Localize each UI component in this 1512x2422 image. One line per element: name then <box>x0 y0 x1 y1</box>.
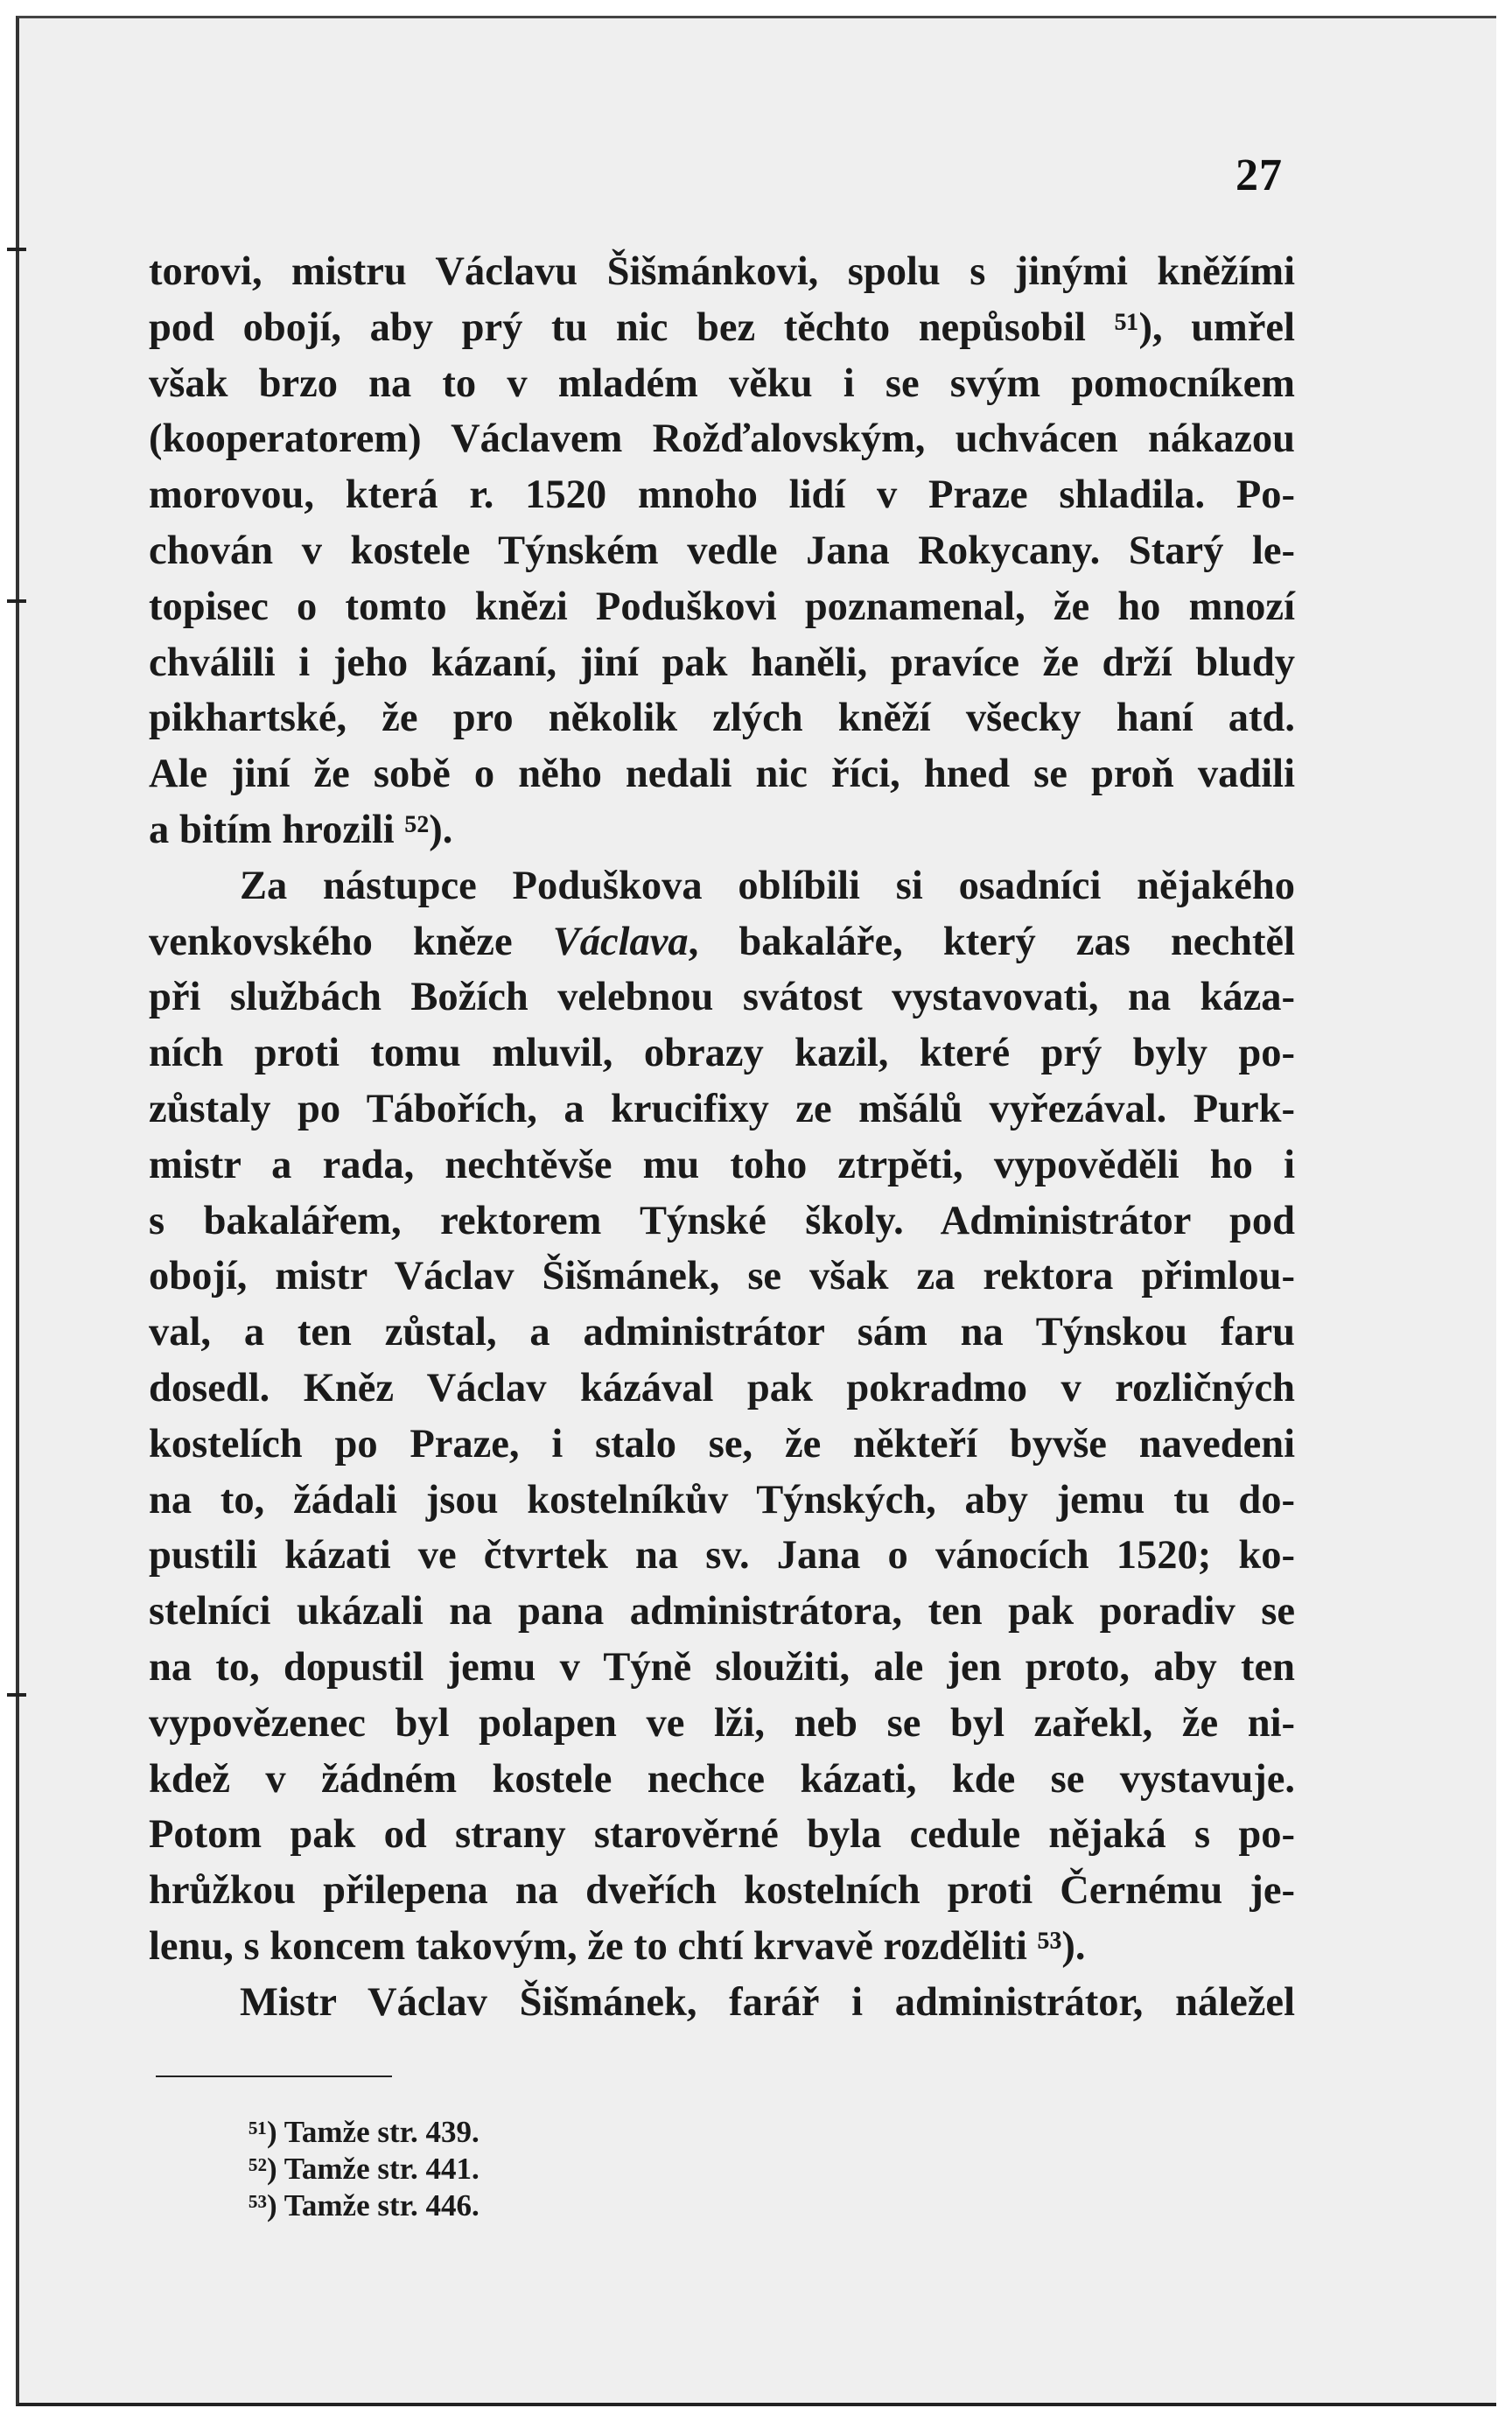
text-line: stelníci ukázali na pana administrátora, ten pak poradiv se <box>149 1589 1295 1634</box>
text-line: mistr a rada, nechtěvše mu toho ztrpěti, vypověděli ho i <box>149 1142 1295 1187</box>
page-edge-mark <box>7 599 26 603</box>
text-line: pod obojí, aby prý tu nic bez těchto nepůsobil ⁵¹), umřel <box>149 304 1295 350</box>
text-line: torovi, mistru Václavu Šišmánkovi, spolu s jinými kněžími <box>149 249 1295 294</box>
text-line: lenu, s koncem takovým, že to chtí krvavě rozděliti ⁵³). <box>149 1923 1086 1969</box>
text-line: pustili kázati ve čtvrtek na sv. Jana o vánocích 1520; ko- <box>149 1533 1295 1578</box>
body-text <box>149 244 1295 2031</box>
text-line: při službách Božích velebnou svátost vystavovati, na káza- <box>149 975 1295 1020</box>
text-line: kostelích po Praze, i stalo se, že někteří byvše navedeni <box>149 1421 1295 1466</box>
text-line: Potom pak od strany starověrné byla cedule nějaká s po- <box>149 1812 1295 1858</box>
text-line: chován v kostele Týnském vedle Jana Rokycany. Starý le- <box>149 528 1295 573</box>
text-line: val, a ten zůstal, a administrátor sám na Týnskou faru <box>149 1310 1295 1355</box>
footnote: ⁵³) Tamže str. 446. <box>248 2188 480 2222</box>
footnote: ⁵²) Tamže str. 441. <box>248 2152 480 2186</box>
text-line: ních proti tomu mluvil, obrazy kazil, které prý byly po- <box>149 1031 1295 1076</box>
line-part: venkovského kněze <box>149 919 553 964</box>
page-number: 27 <box>1236 150 1283 200</box>
text-line: Ale jiní že sobě o něho nedali nic říci, hned se proň vadili <box>149 752 1295 797</box>
footnote: ⁵¹) Tamže str. 439. <box>248 2115 480 2149</box>
line-part: , bakaláře, který zas nechtěl <box>688 919 1295 964</box>
text-line: kdež v žádném kostele nechce kázati, kde se vystavuje. <box>149 1756 1295 1802</box>
text-line: chválili i jeho kázaní, jiní pak haněli, pravíce že drží bludy <box>149 640 1295 685</box>
book-page <box>16 16 1496 2406</box>
text-line: (kooperatorem) Václavem Rožďalovským, uchvácen nákazou <box>149 416 1295 462</box>
text-line-with-italic-name <box>149 914 1295 970</box>
text-line: obojí, mistr Václav Šišmánek, se však za rektora přimlou- <box>149 1254 1295 1299</box>
text-line: hrůžkou přilepena na dveřích kostelních proti Černému je- <box>149 1868 1295 1914</box>
paragraph-start-line: Mistr Václav Šišmánek, farář i administrátor, náležel <box>240 1979 1295 2025</box>
text-line: dosedl. Kněz Václav kázával pak pokradmo v rozličných <box>149 1365 1295 1410</box>
footnote-divider <box>156 2076 392 2077</box>
text-line: na to, dopustil jemu v Týně sloužiti, ale jen proto, aby ten <box>149 1644 1295 1690</box>
footnotes <box>248 2114 480 2224</box>
text-line: s bakalářem, rektorem Týnské školy. Administrátor pod <box>149 1198 1295 1243</box>
text-line: na to, žádali jsou kostelníkův Týnských, aby jemu tu do- <box>149 1477 1295 1522</box>
italic-name: Václava <box>552 919 689 964</box>
page-edge-mark <box>7 1693 26 1697</box>
text-line: topisec o tomto knězi Poduškovi poznamenal, že ho mnozí <box>149 584 1295 629</box>
text-line: vypovězenec byl polapen ve lži, neb se byl zařekl, že ni- <box>149 1700 1295 1746</box>
text-line: pikhartské, že pro několik zlých kněží všecky haní atd. <box>149 696 1295 741</box>
paragraph-start-line: Za nástupce Poduškova oblíbili si osadníci nějakého <box>240 863 1295 908</box>
page-edge-mark <box>7 248 26 251</box>
text-line: morovou, která r. 1520 mnoho lidí v Praze shladila. Po- <box>149 472 1295 518</box>
text-line: však brzo na to v mladém věku i se svým pomocníkem <box>149 360 1295 406</box>
text-line: zůstaly po Tábořích, a krucifixy ze mšálů vyřezával. Purk- <box>149 1086 1295 1131</box>
text-line: a bitím hrozili ⁵²). <box>149 807 453 852</box>
